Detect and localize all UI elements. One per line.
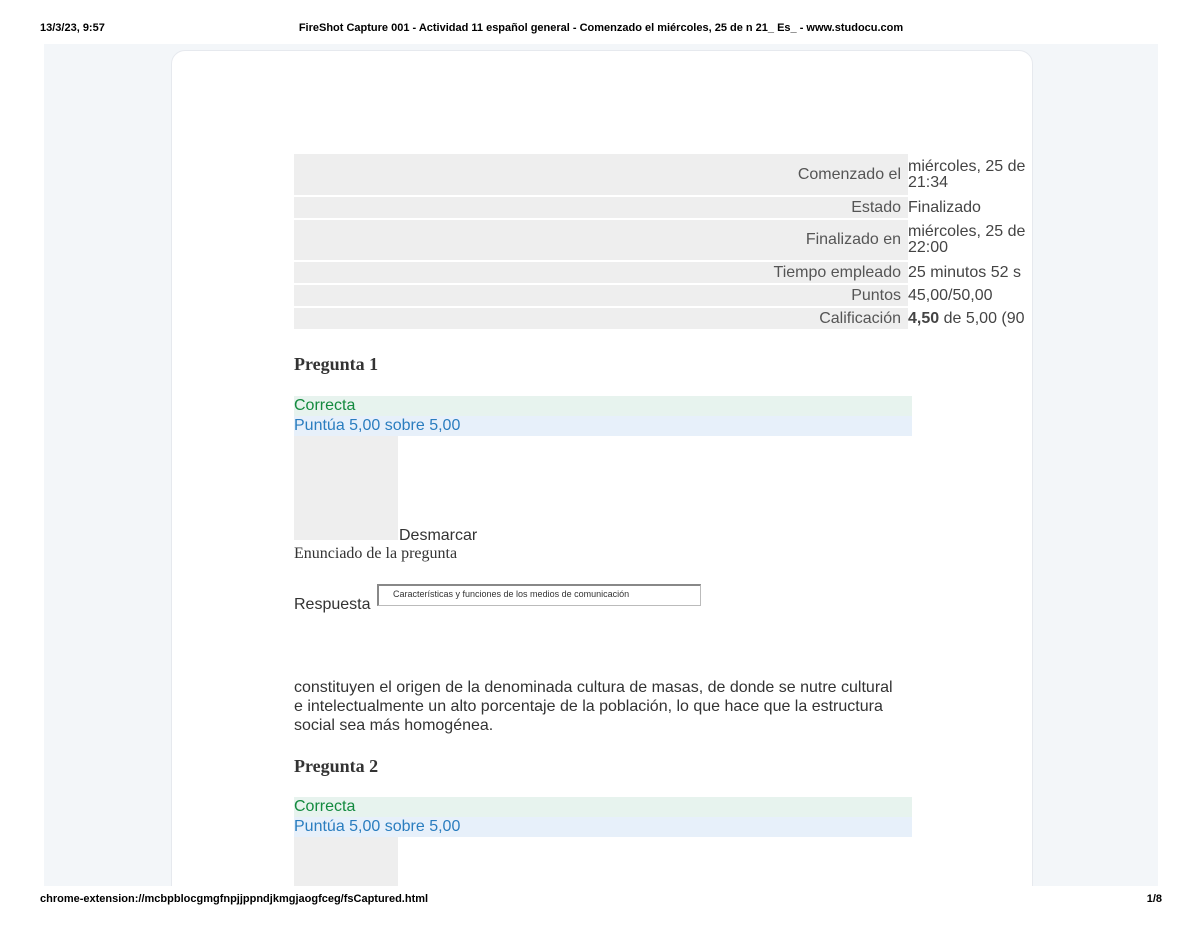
summary-label: Calificación xyxy=(294,307,908,330)
page-viewport xyxy=(44,44,1158,886)
question-text: constituyen el origen de la denominada cultura de masas, de donde se nutre cultural e intelectualmente un alto porcentaje de la población, lo que hace que la estructura social sea más homogénea. xyxy=(294,679,893,734)
summary-value: miércoles, 25 de 21:34 xyxy=(908,154,1033,196)
print-page-number: 1/8 xyxy=(1146,893,1162,905)
question-status xyxy=(294,797,912,837)
summary-label: Estado xyxy=(294,196,908,219)
summary-label: Puntos xyxy=(294,284,908,307)
summary-label: Finalizado en xyxy=(294,219,908,261)
question-prompt-label: Enunciado de la pregunta xyxy=(294,545,458,562)
print-header xyxy=(40,22,1162,38)
summary-row-started xyxy=(294,154,1033,196)
summary-row-grade xyxy=(294,307,1033,330)
answer-field[interactable]: Características y funciones de los medios de comunicación xyxy=(377,584,701,606)
summary-value: 4,50 de 5,00 (90 xyxy=(908,307,1033,330)
print-title: FireShot Capture 001 - Actividad 11 español general - Comenzado el miércoles, 25 de n 21_ Es_ - www.studocu.com xyxy=(298,22,904,34)
summary-row-state xyxy=(294,196,1033,219)
question-state: Correcta xyxy=(294,396,912,416)
flag-question-box[interactable] xyxy=(294,837,398,886)
answer-label: Respuesta xyxy=(294,596,371,613)
summary-value: miércoles, 25 de 22:00 xyxy=(908,219,1033,261)
question-grade: Puntúa 5,00 sobre 5,00 xyxy=(294,416,912,436)
print-footer xyxy=(40,893,1162,909)
content-card xyxy=(171,50,1033,886)
attempt-summary-table xyxy=(294,154,1033,331)
flag-question-box[interactable] xyxy=(294,436,398,540)
print-date: 13/3/23, 9:57 xyxy=(40,22,105,34)
summary-row-time-taken xyxy=(294,261,1033,284)
question-heading: Pregunta 1 xyxy=(294,354,379,374)
unflag-link[interactable]: Desmarcar xyxy=(399,527,478,544)
question-state: Correcta xyxy=(294,797,912,817)
question-grade: Puntúa 5,00 sobre 5,00 xyxy=(294,817,912,837)
summary-label: Tiempo empleado xyxy=(294,261,908,284)
summary-value: Finalizado xyxy=(908,196,1033,219)
summary-value: 45,00/50,00 xyxy=(908,284,1033,307)
question-heading: Pregunta 2 xyxy=(294,756,379,776)
summary-row-finished xyxy=(294,219,1033,261)
summary-label: Comenzado el xyxy=(294,154,908,196)
question-status xyxy=(294,396,912,436)
print-url: chrome-extension://mcbpblocgmgfnpjjppndjkmgjaogfceg/fsCaptured.html xyxy=(40,893,429,905)
summary-row-points xyxy=(294,284,1033,307)
summary-value: 25 minutos 52 s xyxy=(908,261,1033,284)
